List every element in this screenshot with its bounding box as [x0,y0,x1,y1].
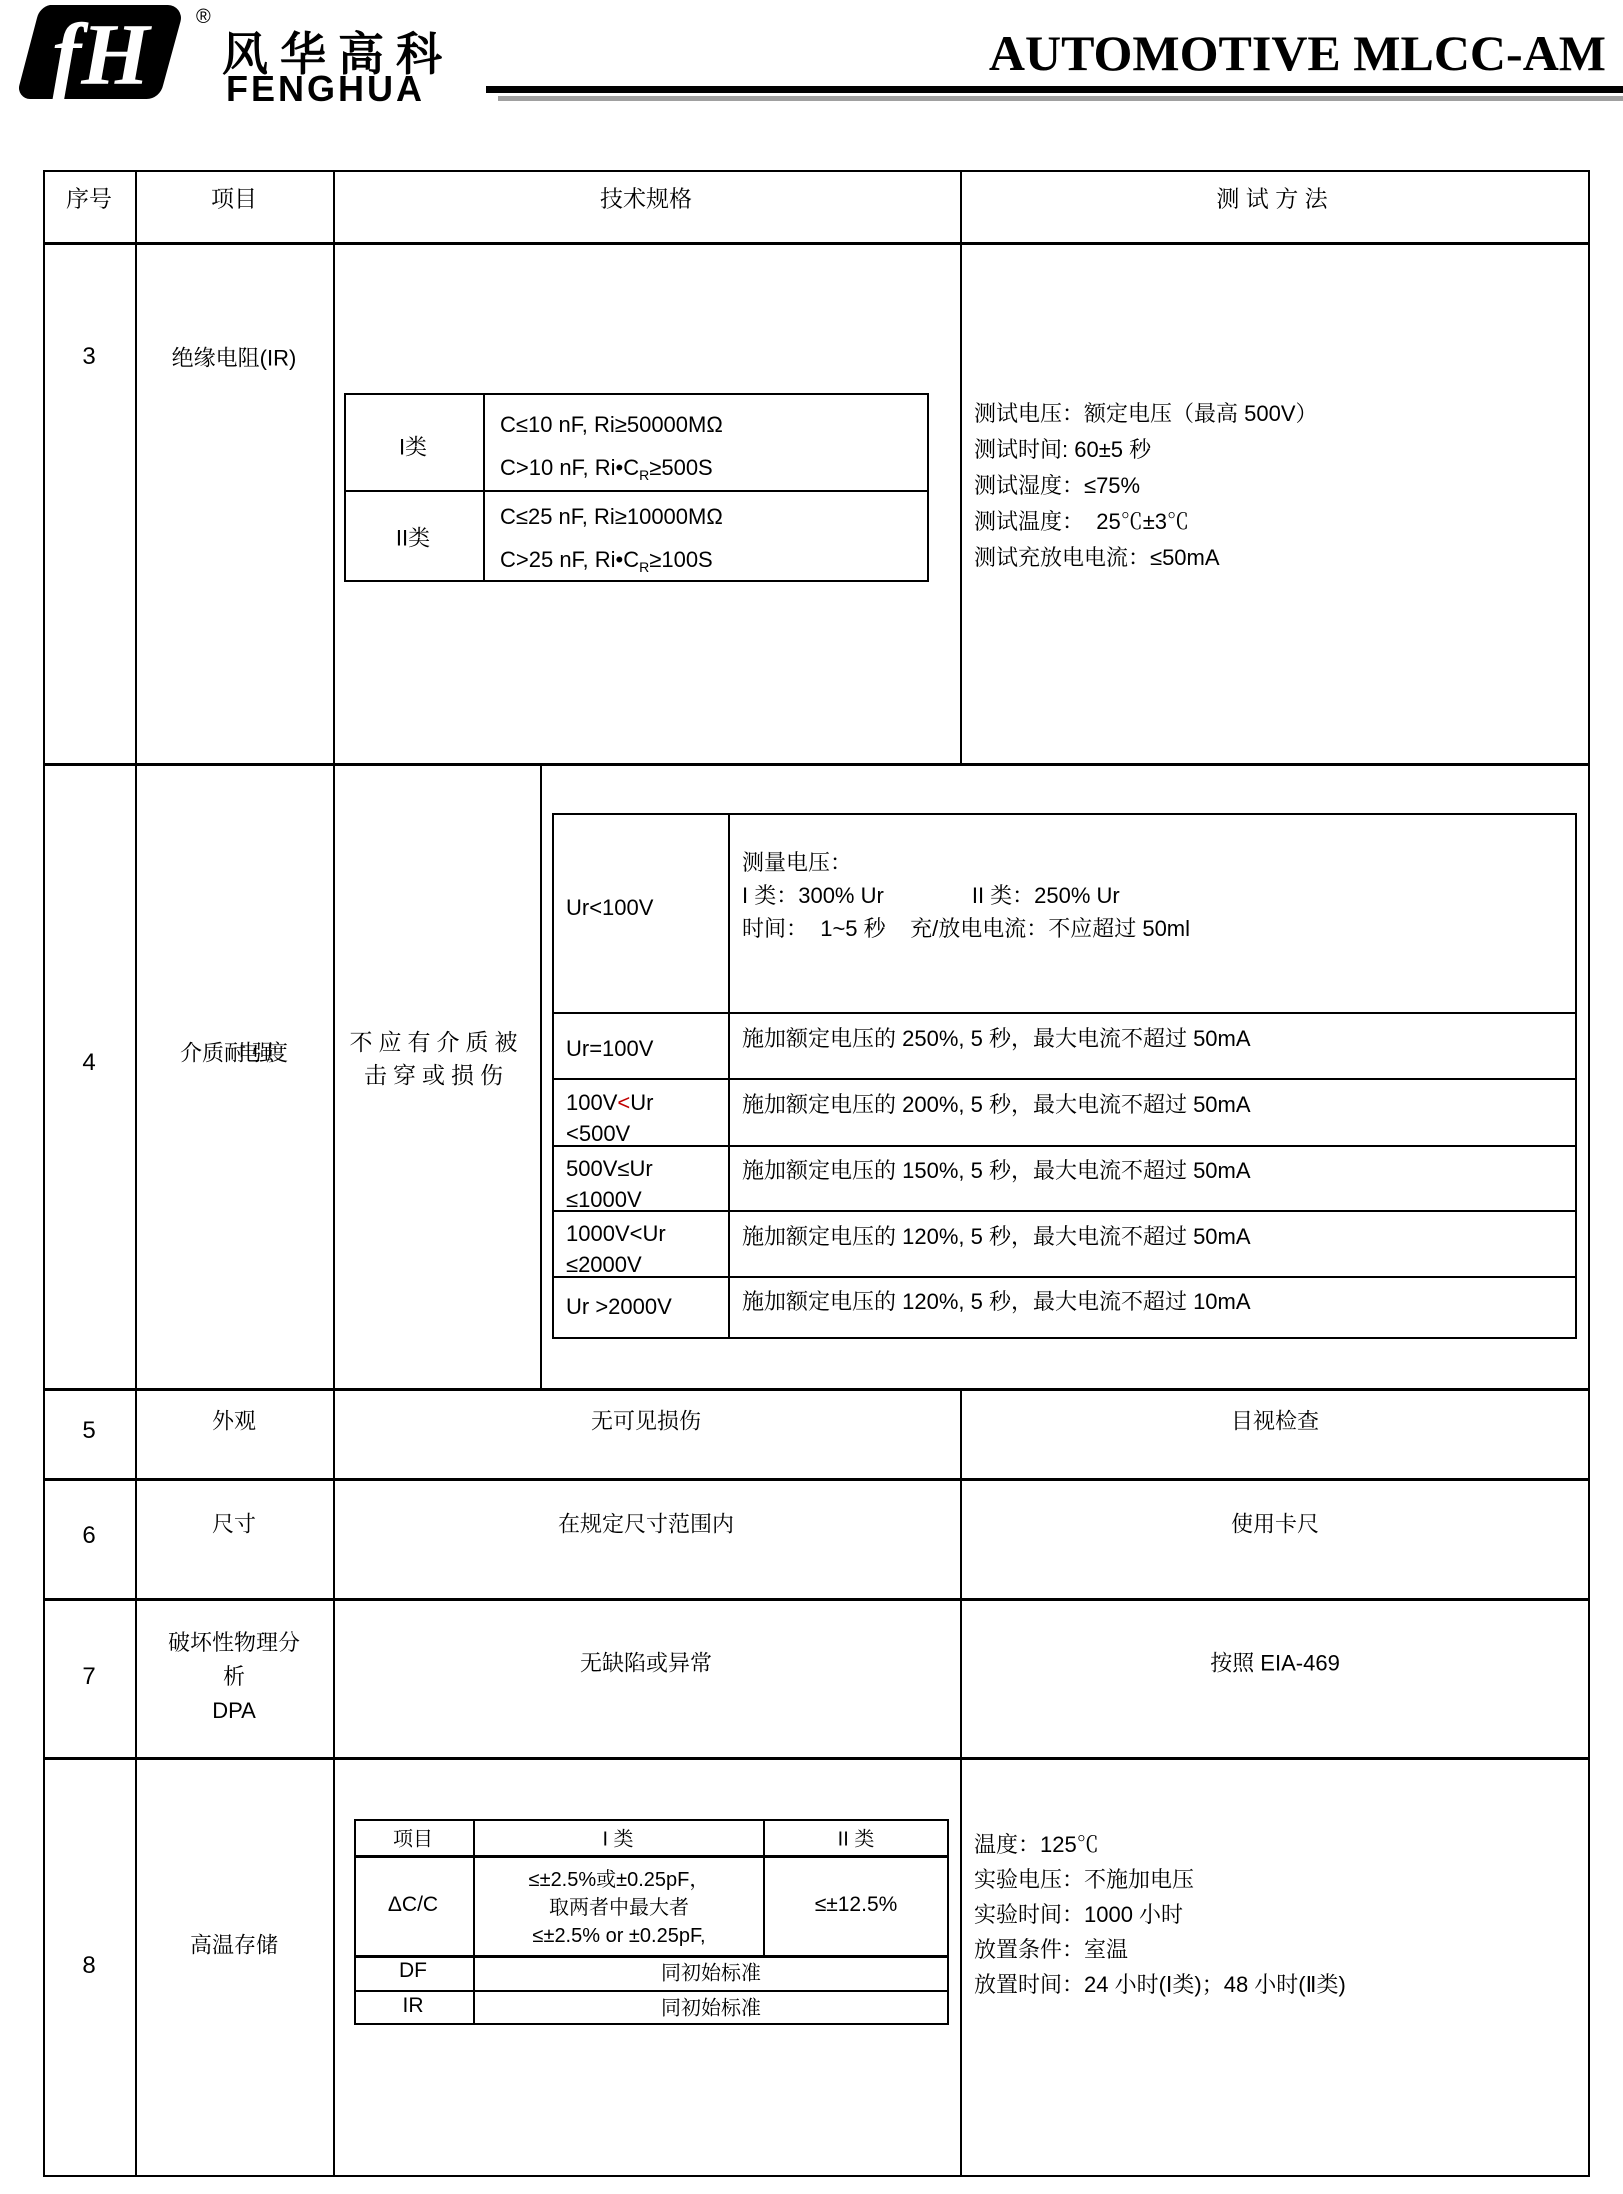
row3-inner-divider [483,393,485,582]
column-divider-method [960,170,962,763]
row8-inner-separator [354,1990,949,1992]
row3-method-line: 测试温度： 25℃±3℃ [974,509,1190,534]
row8-method-line: 放置条件：室温 [974,1937,1129,1962]
subscript-R: R [639,467,650,483]
svg-text:fH: fH [52,7,150,104]
row4-requirement-note: 不应有介质被 击穿或损伤 [349,1029,524,1088]
row3-number: 3 [82,343,96,370]
row7-spec: 无缺陷或异常 [579,1650,713,1676]
row8-df-value: 同初始标准 [661,1962,761,1985]
row4-v5-label: 1000V<Ur ≤2000V [566,1221,666,1277]
row4-v3-desc: 施加额定电压的 200%, 5 秒，最大电流不超过 50mA [742,1092,1251,1117]
brand-name-english: FENGHUA [226,68,425,109]
row3-item-label: 绝缘电阻(IR) [171,345,297,371]
row4-v4-desc: 施加额定电压的 150%, 5 秒，最大电流不超过 50mA [742,1158,1251,1183]
row4-v4-label: 500V≤Ur ≤1000V [566,1156,653,1212]
row8-dcc-class2-value: ≤±12.5% [814,1893,898,1916]
row8-inner-separator [354,1855,949,1858]
row4-number: 4 [82,1049,96,1076]
row-separator [43,1757,1590,1760]
row3-method-block [974,396,1318,576]
row8-df-label: DF [399,1959,427,1982]
row8-inner-header-class1: I 类 [602,1828,634,1851]
row-separator [43,1598,1590,1601]
row-separator [43,1388,1590,1391]
column-divider-note [540,763,542,1388]
row-separator [43,763,1590,766]
row8-dcc-class1-value: ≤±2.5%或±0.25pF， 取两者中最大者 ≤±2.5% or ±0.25pF, [528,1869,710,1947]
row4-item-label: 介质耐电强度 [179,1040,289,1066]
row8-inner-separator [354,1955,949,1958]
registered-trademark-icon: ® [196,6,211,28]
row4-v6-desc: 施加额定电压的 120%, 5 秒，最大电流不超过 10mA [742,1289,1251,1314]
row3-class1-spec-line1: C≤10 nF, Ri≥50000MΩ [500,412,723,437]
row8-inner-divider [763,1819,765,1955]
row-separator [43,1478,1590,1481]
row4-v5-desc: 施加额定电压的 120%, 5 秒，最大电流不超过 50mA [742,1224,1251,1249]
row3-method-line: 测试充放电电流：≤50mA [974,545,1220,570]
row4-v2-desc: 施加额定电压的 250%, 5 秒，最大电流不超过 50mA [742,1026,1251,1051]
row3-class1-spec-line2: C>10 nF, $Ri•C_R\ge 500S$ [500,455,713,483]
row6-number: 6 [82,1522,96,1549]
row8-ir-label: IR [402,1994,424,2017]
subscript-R: R [639,559,650,575]
row4-inner-separator [552,1276,1577,1278]
row4-v1-desc: 测量电压： I 类：300% Ur II 类：250% Ur 时间： 1~5 秒 充/放电电流：不应超过 50ml [742,850,1191,941]
row3-class2-spec-line1: C≤25 nF, Ri≥10000MΩ [500,504,723,529]
fenghua-logo-icon [16,2,194,106]
row3-method-line: 测试电压：额定电压（最高 500V） [974,401,1318,426]
row5-number: 5 [82,1417,96,1444]
row4-v2-label: Ur=100V [566,1036,654,1061]
column-divider-no [135,170,137,2177]
row8-dcc-label: ΔC/C [387,1893,439,1916]
row3-method-line: 测试湿度：≤75% [974,473,1141,498]
row8-inner-header-class2: II 类 [837,1828,875,1851]
page-title: AUTOMOTIVE MLCC-AM [988,25,1606,81]
row3-method-line: 测试时间: 60±5 秒 [974,437,1152,462]
row8-method-line: 温度：125℃ [974,1832,1099,1857]
row6-method: 使用卡尺 [1230,1511,1320,1537]
row5-spec: 无可见损伤 [590,1408,702,1434]
row8-method-block [974,1827,1346,2002]
row3-inner-separator [344,490,929,492]
row5-method: 目视检查 [1230,1408,1320,1434]
row4-inner-separator [552,1145,1577,1147]
row6-item-label: 尺寸 [211,1511,257,1537]
red-less-than: < [617,1090,631,1115]
row3-class2-spec-line2: C>25 nF, $Ri•C_R\ge 100S$ [500,547,713,575]
row4-inner-separator [552,1078,1577,1080]
row8-ir-value: 同初始标准 [661,1997,761,2020]
row8-method-line: 实验电压：不施加电压 [974,1867,1195,1892]
row3-class2-label: II类 [395,525,431,551]
row4-inner-divider [728,813,730,1339]
row-separator [43,242,1590,245]
row5-item-label: 外观 [211,1408,257,1434]
row4-v3-label: 100V<Ur <500V [566,1090,654,1146]
row6-spec: 在规定尺寸范围内 [557,1511,735,1537]
row8-inner-header-item: 项目 [393,1828,433,1851]
row7-number: 7 [82,1663,96,1690]
row8-item-label: 高温存储 [189,1932,279,1958]
row8-number: 8 [82,1952,96,1979]
row3-class1-label: I类 [398,434,428,460]
brand-name-chinese: 风华高科 [222,28,454,80]
row8-method-line: 放置时间：24 小时(Ⅰ类)；48 小时(Ⅱ类) [974,1972,1346,1997]
column-divider-item [333,170,335,2177]
row8-method-line: 实验时间：1000 小时 [974,1902,1184,1927]
row7-item-label: 破坏性物理分 析 DPA [167,1630,300,1723]
column-header-no: 序号 [66,185,112,212]
header-rule-gray [498,96,1623,101]
row4-v6-label: Ur >2000V [566,1294,672,1319]
row4-inner-separator [552,1210,1577,1212]
column-header-method: 测 试 方 法 [1216,185,1328,212]
row4-inner-separator [552,1012,1577,1014]
row4-v1-label: Ur<100V [566,895,654,920]
column-header-spec: 技术规格 [600,185,692,212]
column-divider-method [960,1388,962,2177]
row7-method: 按照 EIA-469 [1210,1650,1340,1676]
column-header-item: 项目 [211,185,257,212]
header-rule-black [486,86,1623,93]
